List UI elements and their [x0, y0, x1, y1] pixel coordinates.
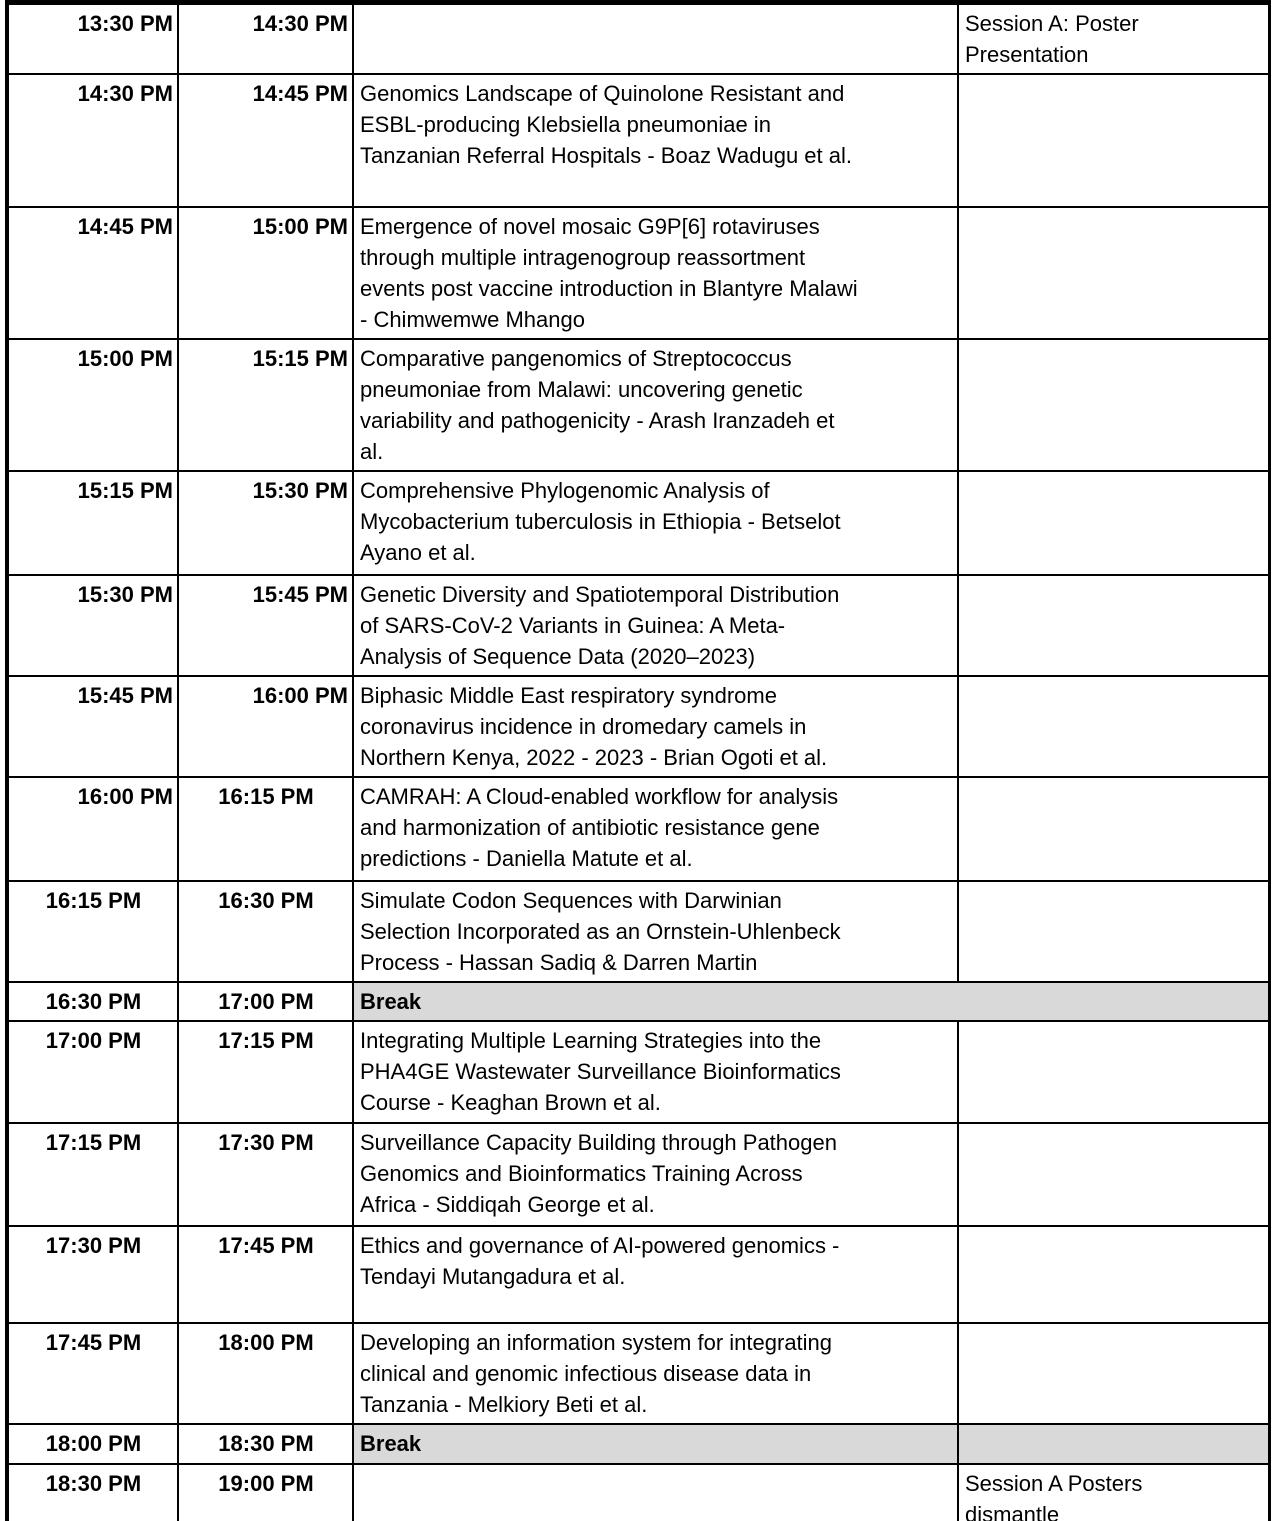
end-time-cell: 14:45 PM	[177, 75, 352, 206]
schedule-row	[9, 1463, 1268, 1521]
start-time-cell: 17:15 PM	[45, 1130, 142, 1155]
session-note-cell	[957, 576, 1268, 675]
schedule-table	[5, 0, 1271, 1521]
talk-title-cell: Break	[352, 1425, 957, 1463]
session-note-cell	[957, 340, 1268, 470]
session-note-cell	[957, 75, 1268, 206]
talk-title-cell: Comparative pangenomics of Streptococcus pneumoniae from Malawi: uncovering genetic variability and pathogenicity - Arash Iranzadeh et al.	[352, 340, 957, 470]
end-time-cell: 15:00 PM	[177, 208, 352, 338]
schedule-row	[9, 880, 1268, 981]
end-time-cell: 18:00 PM	[177, 1324, 352, 1423]
talk-title-cell: Ethics and governance of AI-powered genomics - Tendayi Mutangadura et al.	[352, 1227, 957, 1322]
end-time-cell: 14:30 PM	[177, 5, 352, 73]
schedule-row	[9, 73, 1268, 206]
talk-title-cell: Emergence of novel mosaic G9P[6] rotaviruses through multiple intragenogroup reassortment events post vaccine introduction in Blantyre Malawi - Chimwemwe Mhango	[352, 208, 957, 338]
session-note-cell	[957, 1227, 1268, 1322]
schedule-row	[9, 1322, 1268, 1423]
talk-title-cell: Simulate Codon Sequences with Darwinian Selection Incorporated as an Ornstein-Uhlenbeck Process - Hassan Sadiq & Darren Martin	[352, 882, 957, 981]
session-note-cell	[957, 1425, 1268, 1463]
end-time-cell: 17:45 PM	[177, 1227, 352, 1322]
start-time-cell: 16:30 PM	[45, 989, 142, 1014]
schedule-row	[9, 776, 1268, 880]
start-time-cell: 15:15 PM	[77, 478, 173, 503]
session-note-cell	[957, 208, 1268, 338]
start-time-cell: 15:45 PM	[77, 683, 173, 708]
end-time-cell: 17:00 PM	[177, 983, 352, 1020]
talk-title-cell: Break	[352, 983, 1268, 1020]
session-note-cell	[957, 1324, 1268, 1423]
talk-title-cell: Biphasic Middle East respiratory syndrome coronavirus incidence in dromedary camels in Northern Kenya, 2022 - 2023 - Brian Ogoti et al.	[352, 677, 957, 776]
talk-title-cell: CAMRAH: A Cloud-enabled workflow for analysis and harmonization of antibiotic resistance gene predictions - Daniella Matute et al.	[352, 778, 957, 880]
start-time-cell: 16:15 PM	[45, 888, 142, 913]
talk-title-cell: Genetic Diversity and Spatiotemporal Distribution of SARS-CoV-2 Variants in Guinea: A Meta-Analysis of Sequence Data (2020–2023)	[352, 576, 957, 675]
schedule-row	[9, 470, 1268, 574]
session-note-cell: Session A: Poster Presentation	[957, 5, 1268, 73]
start-time-cell: 15:30 PM	[77, 582, 173, 607]
talk-title-cell: Surveillance Capacity Building through Pathogen Genomics and Bioinformatics Training Across Africa - Siddiqah George et al.	[352, 1124, 957, 1225]
session-note-cell	[957, 1022, 1268, 1122]
session-note-cell	[957, 1124, 1268, 1225]
end-time-cell: 19:00 PM	[177, 1465, 352, 1521]
start-time-cell: 18:30 PM	[45, 1471, 142, 1496]
talk-title-cell	[352, 1465, 957, 1521]
schedule-row	[9, 574, 1268, 675]
start-time-cell: 16:00 PM	[77, 784, 173, 809]
start-time-cell: 14:45 PM	[77, 214, 173, 239]
end-time-cell: 17:15 PM	[177, 1022, 352, 1122]
talk-title-cell: Developing an information system for integrating clinical and genomic infectious disease data in Tanzania - Melkiory Beti et al.	[352, 1324, 957, 1423]
break-row	[9, 1423, 1268, 1463]
session-note-cell: Session A Posters dismantle	[957, 1465, 1268, 1521]
session-note-cell	[957, 472, 1268, 574]
schedule-row	[9, 206, 1268, 338]
start-time-cell: 15:00 PM	[77, 346, 173, 371]
schedule-row	[9, 338, 1268, 470]
end-time-cell: 18:30 PM	[177, 1425, 352, 1463]
start-time-cell: 13:30 PM	[77, 11, 173, 36]
schedule-row	[9, 675, 1268, 776]
end-time-cell: 15:45 PM	[177, 576, 352, 675]
session-note-cell	[957, 778, 1268, 880]
start-time-cell: 17:30 PM	[45, 1233, 142, 1258]
schedule-row	[9, 5, 1268, 73]
end-time-cell: 15:15 PM	[177, 340, 352, 470]
talk-title-cell: Comprehensive Phylogenomic Analysis of Mycobacterium tuberculosis in Ethiopia - Betselot Ayano et al.	[352, 472, 957, 574]
start-time-cell: 17:00 PM	[45, 1028, 142, 1053]
start-time-cell: 18:00 PM	[45, 1431, 142, 1456]
schedule-row	[9, 1020, 1268, 1122]
break-row	[9, 981, 1268, 1020]
session-note-cell	[957, 882, 1268, 981]
talk-title-cell: Integrating Multiple Learning Strategies into the PHA4GE Wastewater Surveillance Bioinformatics Course - Keaghan Brown et al.	[352, 1022, 957, 1122]
start-time-cell: 14:30 PM	[77, 81, 173, 106]
talk-title-cell	[352, 5, 957, 73]
end-time-cell: 15:30 PM	[177, 472, 352, 574]
schedule-row	[9, 1225, 1268, 1322]
session-note-cell	[957, 677, 1268, 776]
end-time-cell: 16:00 PM	[177, 677, 352, 776]
end-time-cell: 16:30 PM	[177, 882, 352, 981]
talk-title-cell: Genomics Landscape of Quinolone Resistant and ESBL-producing Klebsiella pneumoniae in Tanzanian Referral Hospitals - Boaz Wadugu et al.	[352, 75, 957, 206]
end-time-cell: 17:30 PM	[177, 1124, 352, 1225]
start-time-cell: 17:45 PM	[45, 1330, 142, 1355]
schedule-row	[9, 1122, 1268, 1225]
end-time-cell: 16:15 PM	[177, 778, 352, 880]
